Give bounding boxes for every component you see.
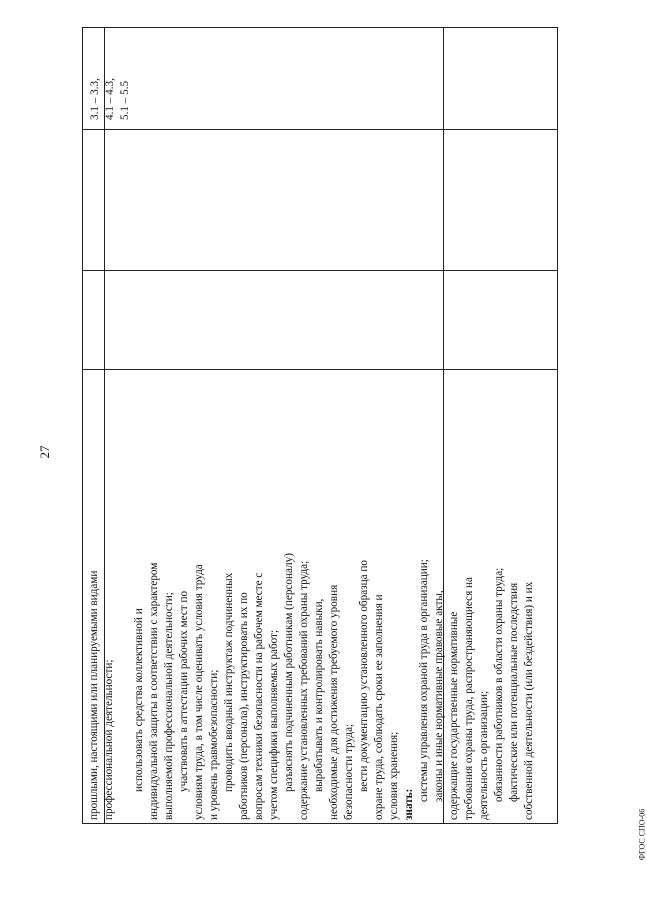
text-line: профессиональной деятельности; <box>103 659 115 820</box>
text-line: знать: <box>403 788 415 820</box>
text-line: необходимые для достижения требуемого уровня <box>328 584 340 820</box>
text-line: системы управления охраной труда в организации; <box>418 559 430 802</box>
text-line: содержание установленных требований охраны труда; <box>298 560 310 820</box>
text-line: вопросам техники безопасности на рабочем месте с <box>253 572 265 820</box>
text-line: деятельность организации; <box>478 690 490 820</box>
text-line: собственной деятельности (или бездействия) и их <box>523 581 535 820</box>
row-divider <box>82 129 558 130</box>
text-line: прошлыми, настоящими или планируемыми видами <box>88 570 100 820</box>
text-line: условия хранения; <box>388 731 400 820</box>
text-line: выполняемой профессиональной деятельности; <box>163 592 175 820</box>
reference-line: 4.1 – 4.3, <box>104 78 116 120</box>
text-line: проводить вводный инструктаж подчиненных <box>223 572 235 792</box>
text-line: обязанности работников в области охраны труда; <box>493 567 505 802</box>
text-line: охране труда, соблюдать сроки ее заполнения и <box>373 594 385 820</box>
row-divider <box>82 369 558 370</box>
text-line: вырабатывать и контролировать навыки, <box>313 598 325 792</box>
text-line: индивидуальной защиты в соответствии с характером <box>148 562 160 820</box>
competency-text <box>87 490 537 820</box>
text-line: условиям труда, в том числе оценивать условия труда <box>193 564 205 820</box>
row-divider <box>82 270 558 271</box>
footer-code: ФГОС СПО-06 <box>637 808 647 861</box>
text-line: использовать средства коллективной и <box>133 608 145 792</box>
reference-line: 5.1 – 5.5 <box>119 80 131 120</box>
page-number: 27 <box>37 445 52 459</box>
text-line: законы и иные нормативные правовые акты, <box>433 590 445 802</box>
text-line: содержащие государственные нормативные <box>448 611 460 820</box>
text-line: требования охраны труда, распространяющиеся на <box>463 577 475 820</box>
text-line <box>117 490 132 820</box>
text-line: разъяснять подчиненным работникам (персоналу) <box>283 553 295 792</box>
text-line: учетом специфики выполняемых работ; <box>268 629 280 820</box>
competency-references <box>88 40 133 120</box>
text-line: работников (персонала), инструктировать их по <box>238 592 250 820</box>
text-line: фактические или потенциальные последствия <box>508 582 520 802</box>
text-line: вести документацию установленного образца по <box>358 560 370 792</box>
text-line: участвовать в аттестации рабочих мест по <box>178 590 190 792</box>
text-line: безопасности труда; <box>343 723 355 820</box>
text-line: и уровень травмобезопасности; <box>208 669 220 820</box>
reference-line: 3.1 – 3.3, <box>89 78 101 120</box>
